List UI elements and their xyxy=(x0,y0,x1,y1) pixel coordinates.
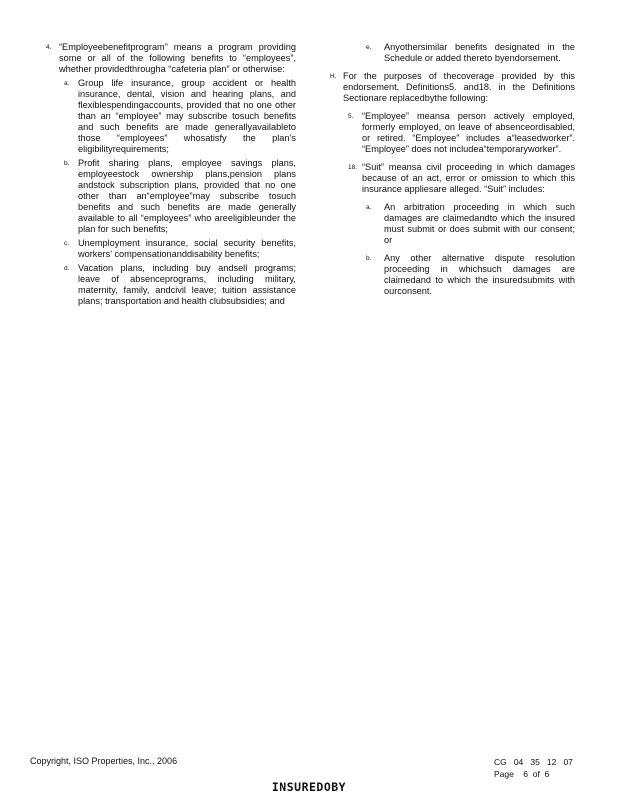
item-text: “Employeebenefitprogram” means a program providing some or all of the following benefits to “employees”, whether providedthrougha “cafeteria plan” or otherwise: xyxy=(59,42,296,74)
sub-item-number: e. xyxy=(366,44,372,51)
sub-item-text: Anyothersimilar benefits designated in the Schedule or added thereto byendorsement. xyxy=(384,42,575,63)
sub-item-c xyxy=(46,238,296,260)
definition-text: “Employee” meansa person actively employed, formerly employed, on leave of absenceordisabled, or retired. “Employee” includes a“leasedworker”. “Employee” does not includea“temporaryworker”. xyxy=(362,111,575,154)
sub-item-text: Any other alternative dispute resolution proceeding in whichsuch damages are claimedand to which the insuredsubmits with ourconsent. xyxy=(384,253,575,296)
item-text: For the purposes of thecoverage provided by this endorsement, Definitions5. and18. in the Definitions Sectionare replacedbythe following: xyxy=(343,71,575,103)
sub-item-text: Profit sharing plans, employee savings plans, employeestock ownership plans,pension plans andstock subscription plans, provided that no one other than an“employee”may subscribe tosuch benefits and such benefits are made generally available to all “employees” who areeligibleunder the plan for such benefits; xyxy=(78,158,296,234)
item-number: H. xyxy=(330,73,337,80)
sub-item-text: Group life insurance, group accident or health insurance, dental, vision and hearing plans, and flexiblespendingaccounts, provided that no one other than an “employee” may subscribe tosuch benefits and such benefits are made generallyavailableto those “employees” whosatisfy the plan’s eligibilityrequirements; xyxy=(78,78,296,154)
sub-item-number: b. xyxy=(366,255,372,262)
item-h xyxy=(330,71,575,104)
left-column xyxy=(46,42,296,310)
sub-item-number: a. xyxy=(366,204,372,211)
sub-item-text: An arbitration proceeding in which such damages are claimedandto which the insured must submit or does submit with our consent; or xyxy=(384,202,575,245)
sub-item-text: Vacation plans, including buy andsell programs; leave of absenceprograms, including military, maternity, family, andcivil leave; tuition assistance plans; transportation and health clubsubsidies; and xyxy=(78,263,296,306)
sub-item-number: b. xyxy=(64,160,70,167)
sub-item-a xyxy=(46,78,296,155)
sub-item-d xyxy=(46,263,296,307)
sub-item-e xyxy=(330,42,575,64)
form-number: CG 04 35 12 07 xyxy=(494,757,573,767)
definition-18 xyxy=(330,162,575,195)
copyright-notice: Copyright, ISO Properties, Inc., 2006 xyxy=(30,756,178,766)
definition-18-sub-a xyxy=(330,202,575,246)
sub-item-b xyxy=(46,158,296,235)
page-number: Page 6 of 6 xyxy=(494,769,550,779)
item-4 xyxy=(46,42,296,75)
definition-number: 18. xyxy=(348,164,358,171)
definition-text: “Suit” meansa civil proceeding in which damages because of an act, error or omission to which this insurance appliesare alleged. “Suit” includes: xyxy=(362,162,575,194)
sub-item-text: Unemployment insurance, social security benefits, workers’ compensationanddisability benefits; xyxy=(78,238,296,259)
sub-item-number: d. xyxy=(64,265,70,272)
definition-5 xyxy=(330,111,575,155)
item-number: 4. xyxy=(46,44,52,51)
watermark-text: INSUREDOBY xyxy=(271,780,347,794)
sub-item-number: c. xyxy=(64,240,70,247)
definition-number: 5. xyxy=(348,113,354,120)
definition-18-sub-b xyxy=(330,253,575,297)
sub-item-number: a. xyxy=(64,80,70,87)
form-footer xyxy=(494,756,573,780)
right-column xyxy=(330,42,575,300)
